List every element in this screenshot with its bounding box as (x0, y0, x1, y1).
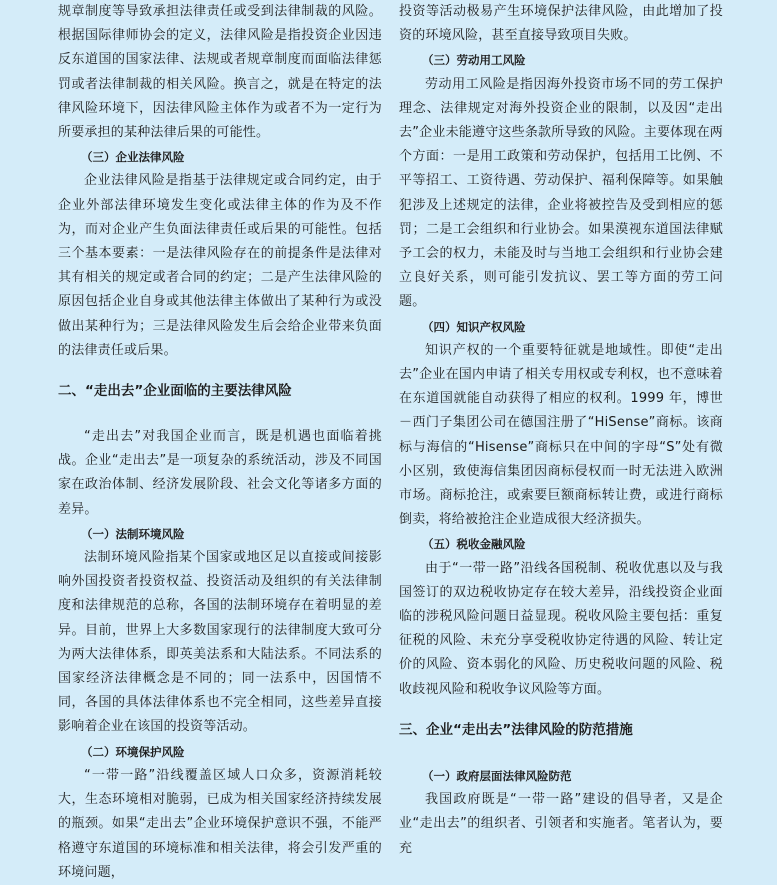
paragraph-corporate-legal-risk: 企业法律风险是指基于法律规定或合同约定，由于企业外部法律环境发生变化或法律主体的作为及不作为，而对企业产生负面法律责任或后果的可能性。包括三个基本要素：一是法律风险存在的前提条件是法律对其有相关的规定或者合同的约定；二是产生法律风险的原因包括企业自身或其他法律主体做出了某种行为或没做出某种行为；三是法律风险发生后会给企业带来负面的法律责任或后果。 (58, 173, 382, 358)
subheading-tax-finance-risk: （五）税收金融风险 (422, 537, 526, 552)
paragraph-labor-risk: 劳动用工风险是指因海外投资市场不同的劳工保护理念、法律规定对海外投资企业的限制，以及因“走出去”企业未能遵守这些条款所导致的风险。主要体现在两个方面：一是用工政策和劳动保护，包括用工比例、不平等招工、工资待遇、劳动保护、福利保障等。如果触犯涉及上述规定的法律，企业将被控告及受到相应的惩罚；二是工会组织和行业协会。如果漠视东道国法律赋予工会的权力，未能及时与当地工会组织和行业协会建立良好关系，则可能引发抗议、罢工等方面的劳工问题。 (399, 76, 723, 310)
paragraph-environment-continued: 投资等活动极易产生环境保护法律风险，由此增加了投资的环境风险，甚至直接导致项目失败。 (399, 4, 723, 44)
subheading-labor-risk: （三）劳动用工风险 (422, 53, 526, 68)
subheading-intellectual-property-risk: （四）知识产权风险 (422, 319, 526, 334)
paragraph-legal-risk-definition: 规章制度等导致承担法律责任或受到法律制裁的风险。根据国际律师协会的定义，法律风险是指投资企业因违反东道国的国家法律、法规或者规章制度而面临法律惩罚或者法律制裁的相关风险。换言之，就是在特定的法律风险环境下，因法律风险主体作为或者不为一定行为所要承担的某种法律后果的可能性。 (58, 4, 382, 141)
subheading-legal-environment-risk: （一）法制环境风险 (81, 526, 185, 541)
paragraph-legal-environment-risk: 法制环境风险指某个国家或地区足以直接或间接影响外国投资者投资权益、投资活动及组织的有关法律制度和法律规范的总称，各国的法制环境存在着明显的差异。目前，世界上大多数国家现行的法律制度大致可分为两大法律体系，即英美法系和大陆法系。不同法系的国家经济法律概念是不同的；同一法系中，因国情不同，各国的具体法律体系也不完全相同，这些差异直接影响着企业在该国的投资等活动。 (58, 550, 382, 735)
subheading-environmental-protection-risk: （二）环境保护风险 (81, 744, 185, 759)
subheading-corporate-legal-risk: （三）企业法律风险 (81, 150, 185, 165)
paragraph-government-level-prevention: 我国政府既是“一带一路”建设的倡导者，又是企业“走出去”的组织者、引领者和实施者。笔者认为，要充 (399, 792, 723, 856)
subheading-government-level-prevention: （一）政府层面法律风险防范 (422, 768, 572, 783)
right-column (399, 0, 723, 861)
section-heading-main-legal-risks: 二、“走出去”企业面临的主要法律风险 (58, 383, 292, 400)
paragraph-environmental-protection-risk: “一带一路”沿线覆盖区域人口众多，资源消耗较大，生态环境相对脆弱，已成为相关国家经济持续发展的瓶颈。如果“走出去”企业环境保护意识不强，不能严格遵守东道国的环境标准和相关法律，将会引发严重的环境问题， (58, 767, 382, 880)
left-column (58, 0, 382, 885)
paragraph-section2-intro: “走出去”对我国企业而言，既是机遇也面临着挑战。企业“走出去”是一项复杂的系统活动，涉及不同国家在政治体制、经济发展阶段、社会文化等诸多方面的差异。 (58, 429, 382, 517)
paragraph-intellectual-property-risk: 知识产权的一个重要特征就是地域性。即使“走出去”企业在国内申请了相关专用权或专利权，也不意味着在东道国就能自动获得了相应的权利。1999 年，博世－西门子集团公司在德国注册了“HiSense”商标。该商标与海信的“Hisense”商标只在中间的字母“S”处有微小区别，致使海信集团因商标侵权而一时无法进入欧洲市场。商标抢注，或索要巨额商标转让费，或进行商标倒卖，将给被抢注企业造成很大经济损失。 (399, 342, 723, 528)
paragraph-tax-finance-risk: 由于“一带一路”沿线各国税制、税收优惠以及与我国签订的双边税收协定存在较大差异，沿线投资企业面临的涉税风险问题日益显现。税收风险主要包括：重复征税的风险、未充分享受税收协定待遇的风险、转让定价的风险、资本弱化的风险、历史税收问题的风险、税收歧视风险和税收争议风险等方面。 (399, 560, 723, 697)
section-heading-prevention-measures: 三、企业“走出去”法律风险的防范措施 (399, 721, 633, 738)
